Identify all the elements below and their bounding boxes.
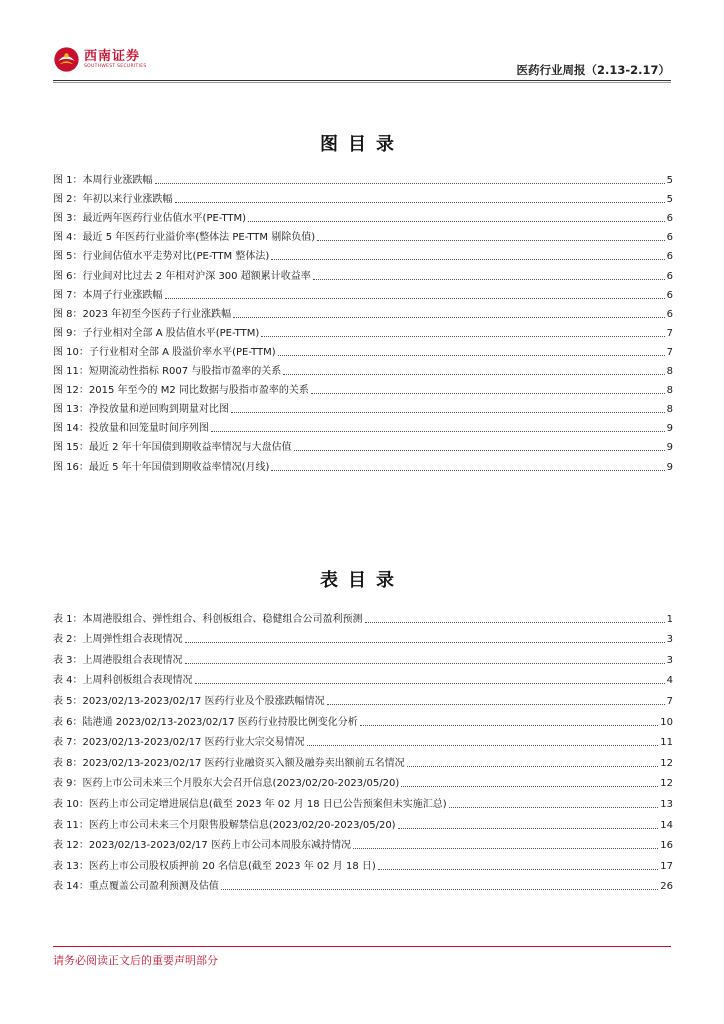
logo-emblem-icon [53,46,80,73]
figure-entry[interactable] [53,302,673,321]
company-logo [53,42,153,76]
figure-entry-label: 图 11：短期流动性指标 R007 与股指市盈率的关系 [53,366,282,378]
figure-entry-label: 图 12：2015 年至今的 M2 同比数据与股指市盈率的关系 [53,385,309,397]
dot-leader [294,450,665,451]
figure-entry-page: 6 [666,251,673,263]
report-title: 医药行业周报（2.13-2.17） [516,63,670,77]
table-entry[interactable] [53,687,673,708]
table-entry[interactable] [53,729,673,750]
table-entry-page: 14 [660,819,673,831]
figure-list-title: 图目录 [320,134,404,155]
figure-entry-page: 6 [666,308,673,320]
dot-leader [365,622,665,623]
figure-entry[interactable] [53,359,673,378]
figure-entry[interactable] [53,416,673,435]
table-entry-page: 12 [660,757,673,769]
dot-leader [221,889,658,890]
dot-leader [195,683,665,684]
table-entry[interactable] [53,646,673,667]
dot-leader [233,317,664,318]
figure-entry-label: 图 6：行业间对比过去 2 年相对沪深 300 超额累计收益率 [53,270,311,282]
figure-entry[interactable] [53,378,673,397]
table-entry[interactable] [53,626,673,647]
footer-divider [53,946,671,947]
header-divider-thin [53,82,671,83]
table-list [53,605,673,893]
table-entry-page: 12 [660,778,673,790]
header-divider [53,80,671,81]
figure-entry-page: 8 [666,404,673,416]
table-entry-page: 3 [666,654,673,666]
table-entry-label: 表 14：重点覆盖公司盈利预测及估值 [53,881,219,893]
dot-leader [271,470,664,471]
figure-entry-label: 图 13：净投放量和逆回购到期量对比图 [53,404,229,416]
dot-leader [283,374,664,375]
table-entry-label: 表 9：医药上市公司未来三个月股东大会召开信息(2023/02/20-2023/05/20) [53,778,400,790]
figure-entry[interactable] [53,225,673,244]
table-entry-label: 表 6：陆港通 2023/02/13-2023/02/17 医药行业持股比例变化分析 [53,716,358,728]
figure-entry-label: 图 9：子行业相对全部 A 股估值水平(PE-TTM) [53,327,260,339]
dot-leader [449,807,659,808]
table-entry-label: 表 7：2023/02/13-2023/02/17 医药行业大宗交易情况 [53,737,305,749]
table-entry-page: 16 [660,840,673,852]
table-entry[interactable] [53,832,673,853]
dot-leader [313,279,665,280]
figure-entry-label: 图 2：年初以来行业涨跌幅 [53,194,173,206]
table-entry[interactable] [53,749,673,770]
dot-leader [165,298,665,299]
dot-leader [360,725,658,726]
figure-entry-page: 6 [666,270,673,282]
dot-leader [311,393,665,394]
figure-entry-label: 图 1：本周行业涨跌幅 [53,175,153,187]
figure-entry-label: 图 5：行业间估值水平走势对比(PE-TTM 整体法) [53,251,270,263]
table-entry-label: 表 3：上周港股组合表现情况 [53,654,183,666]
figure-list [53,168,673,474]
figure-entry[interactable] [53,321,673,340]
table-entry-label: 表 11：医药上市公司未来三个月限售股解禁信息(2023/02/20-2023/05/20) [53,819,396,831]
table-entry-label: 表 2：上周弹性组合表现情况 [53,634,183,646]
figure-entry[interactable] [53,435,673,454]
table-entry[interactable] [53,770,673,791]
figure-entry[interactable] [53,187,673,206]
figure-entry[interactable] [53,340,673,359]
figure-entry-label: 图 14：投放量和回笼量时间序列图 [53,423,209,435]
figure-entry-label: 图 15：最近 2 年十年国债到期收益率情况与大盘估值 [53,442,292,454]
figure-entry[interactable] [53,454,673,473]
figure-entry-page: 6 [666,289,673,301]
dot-leader [401,786,658,787]
table-entry-page: 17 [660,860,673,872]
figure-entry-label: 图 16：最近 5 年十年国债到期收益率情况(月线) [53,461,270,473]
table-entry-label: 表 4：上周科创板组合表现情况 [53,675,193,687]
figure-entry-page: 6 [666,213,673,225]
table-entry-page: 13 [660,798,673,810]
dot-leader [398,828,659,829]
figure-entry-page: 5 [666,175,673,187]
dot-leader [407,766,659,767]
figure-entry-label: 图 10：子行业相对全部 A 股溢价率水平(PE-TTM) [53,346,276,358]
figure-entry-label: 图 4：最近 5 年医药行业溢价率(整体法 PE-TTM 剔除负值) [53,232,316,244]
figure-entry-page: 6 [666,232,673,244]
dot-leader [327,704,665,705]
figure-entry-page: 9 [666,423,673,435]
dot-leader [261,336,664,337]
table-entry[interactable] [53,708,673,729]
figure-entry-label: 图 3：最近两年医药行业估值水平(PE-TTM) [53,213,247,225]
table-entry[interactable] [53,667,673,688]
dot-leader [248,221,665,222]
figure-entry-page: 8 [666,385,673,397]
table-entry[interactable] [53,605,673,626]
dot-leader [278,355,665,356]
table-entry[interactable] [53,790,673,811]
figure-entry[interactable] [53,244,673,263]
footer-disclaimer: 请务必阅读正文后的重要声明部分 [53,954,218,967]
dot-leader [378,869,659,870]
figure-entry[interactable] [53,397,673,416]
figure-entry-page: 7 [666,327,673,339]
table-entry-label: 表 5：2023/02/13-2023/02/17 医药行业及个股涨跌幅情况 [53,695,325,707]
table-entry[interactable] [53,852,673,873]
dot-leader [353,848,658,849]
dot-leader [185,663,665,664]
figure-entry-page: 5 [666,194,673,206]
table-entry-page: 3 [666,634,673,646]
table-entry-label: 表 13：医药上市公司股权质押前 20 名信息(截至 2023 年 02 月 18 日) [53,860,376,872]
figure-entry[interactable] [53,283,673,302]
table-entry-label: 表 12：2023/02/13-2023/02/17 医药上市公司本周股东减持情况 [53,840,351,852]
dot-leader [175,202,665,203]
dot-leader [211,431,665,432]
figure-entry[interactable] [53,168,673,187]
figure-entry-page: 8 [666,366,673,378]
table-entry-page: 7 [666,695,673,707]
dot-leader [271,259,664,260]
figure-entry-page: 9 [666,461,673,473]
figure-entry-label: 图 8：2023 年初至今医药子行业涨跌幅 [53,308,232,320]
dot-leader [155,183,665,184]
logo-chinese-name: 西南证券 [84,48,141,64]
page-header [0,0,724,84]
table-entry-page: 26 [660,881,673,893]
logo-english-name: SOUTHWEST SECURITIES [84,63,147,69]
figure-entry[interactable] [53,206,673,225]
figure-entry-page: 7 [666,346,673,358]
dot-leader [231,412,665,413]
figure-entry-label: 图 7：本周子行业涨跌幅 [53,289,163,301]
table-entry-label: 表 8：2023/02/13-2023/02/17 医药行业融资买入额及融券卖出额前五名情况 [53,757,405,769]
table-entry[interactable] [53,811,673,832]
dot-leader [317,240,664,241]
table-entry-label: 表 1：本周港股组合、弹性组合、科创板组合、稳健组合公司盈利预测 [53,613,363,625]
table-entry-page: 4 [666,675,673,687]
table-entry-page: 11 [660,737,673,749]
table-entry[interactable] [53,873,673,894]
table-entry-label: 表 10：医药上市公司定增进展信息(截至 2023 年 02 月 18 日已公告预案但未实施汇总) [53,798,447,810]
table-entry-page: 10 [660,716,673,728]
figure-entry[interactable] [53,263,673,282]
table-entry-page: 1 [666,613,673,625]
dot-leader [307,745,659,746]
dot-leader [185,642,665,643]
table-list-title: 表目录 [320,570,404,591]
figure-entry-page: 9 [666,442,673,454]
